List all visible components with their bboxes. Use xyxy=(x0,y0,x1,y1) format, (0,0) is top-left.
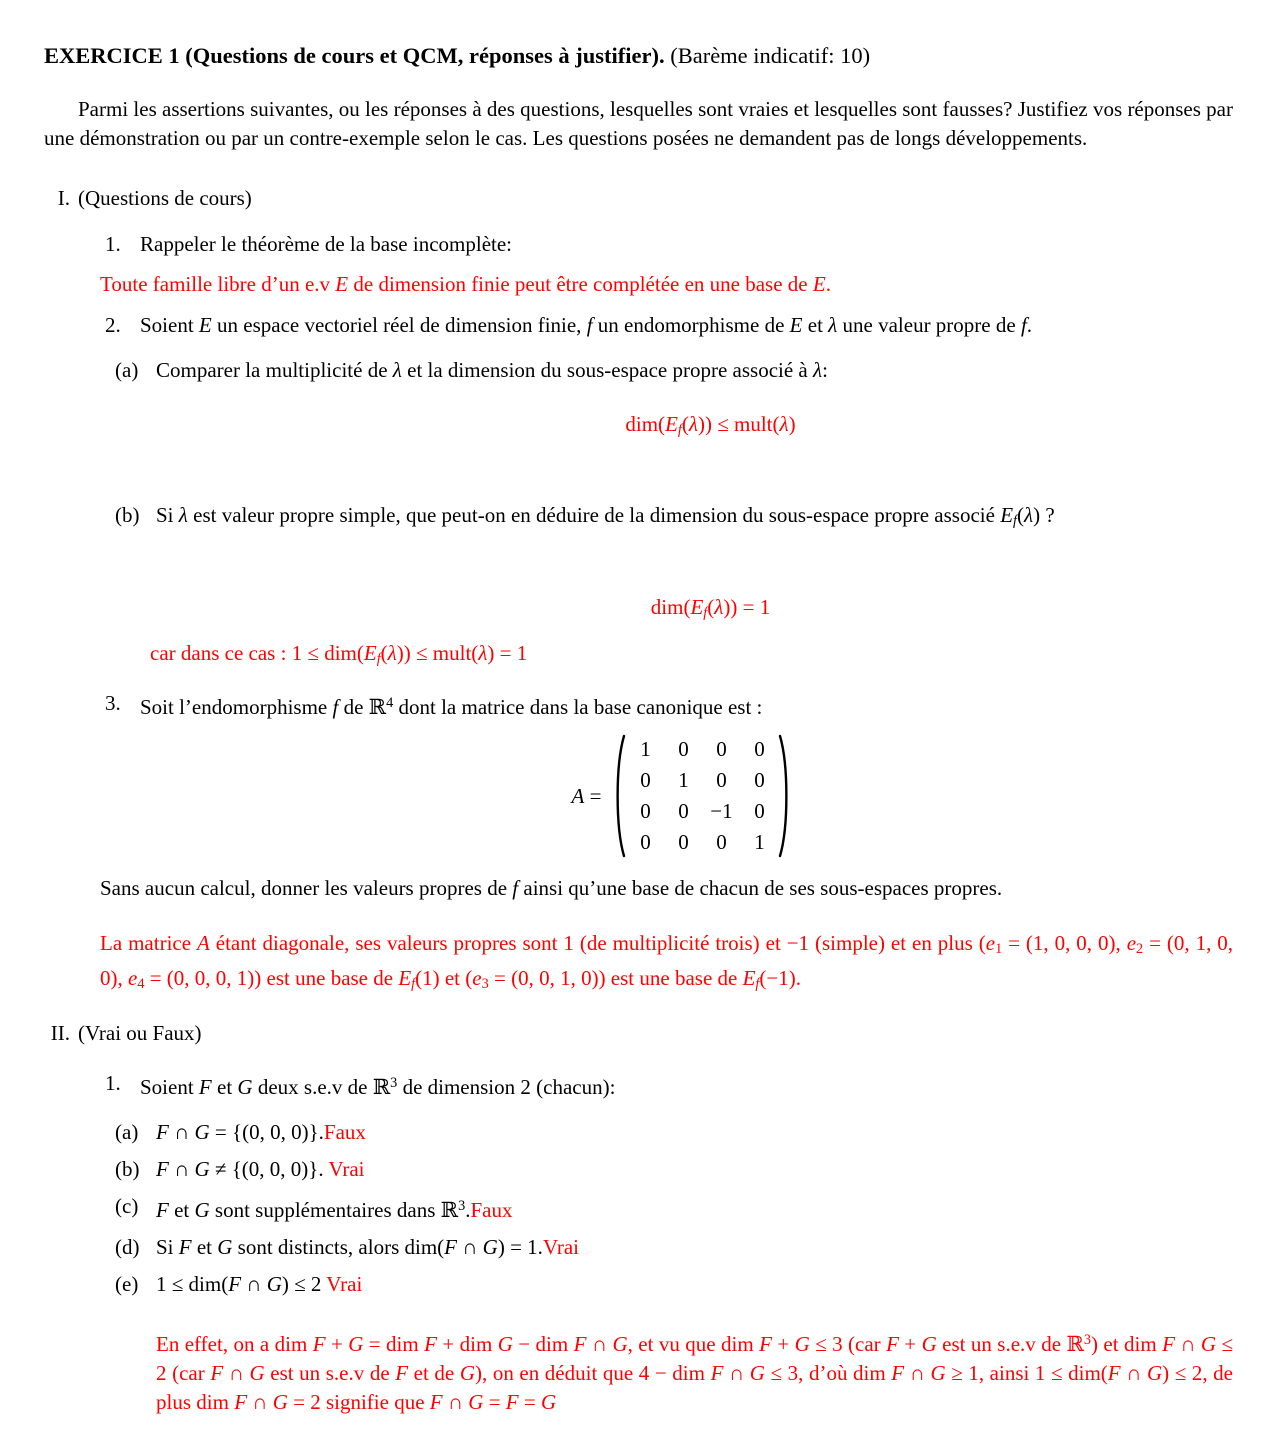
vrai-faux-item-d xyxy=(115,1233,1233,1262)
text-segment: E xyxy=(789,312,803,337)
text-segment: est un s.e.v de xyxy=(936,1331,1067,1356)
text-segment: = xyxy=(518,1389,541,1414)
section-ii-question-1 xyxy=(105,1069,1233,1102)
text-segment: de dimension 2 (chacun): xyxy=(397,1075,616,1100)
text-segment: G xyxy=(749,1360,765,1385)
text-segment: f xyxy=(1020,312,1027,337)
text-segment: 4 xyxy=(137,976,145,993)
matrix-block xyxy=(44,732,1233,860)
text-segment: dim( xyxy=(625,411,666,436)
text-segment: F xyxy=(891,1360,905,1385)
matrix-cell: 0 xyxy=(678,830,689,855)
text-segment: G xyxy=(482,1234,498,1259)
text-segment: e xyxy=(128,966,138,991)
text-segment: = (0, 0, 1, 0)) est une base de xyxy=(488,966,743,991)
question-3-prompt xyxy=(100,874,1233,903)
text-segment: Vrai xyxy=(542,1234,579,1259)
text-segment: 3 xyxy=(1083,1331,1092,1348)
question-1-text: Rappeler le théorème de la base incomplète: xyxy=(140,231,513,256)
text-segment: F xyxy=(228,1271,242,1296)
text-segment: G xyxy=(272,1389,288,1414)
text-segment: ) ? xyxy=(1033,502,1055,527)
text-segment: f xyxy=(703,604,708,621)
text-segment: f xyxy=(1013,512,1017,529)
text-segment: ), on en déduit que 4 − dim xyxy=(474,1360,711,1385)
text-segment: + xyxy=(771,1331,795,1356)
text-segment: ∩ xyxy=(241,1271,267,1296)
text-segment: F xyxy=(234,1389,248,1414)
text-segment: ) = 1. xyxy=(497,1234,543,1259)
matrix-cell: 0 xyxy=(678,737,689,762)
text-segment: et xyxy=(211,1075,238,1100)
text-segment: G xyxy=(194,1119,210,1144)
text-segment: = {(0, 0, 0)}. xyxy=(209,1119,324,1144)
text-segment: ≤ 2 (car xyxy=(156,1331,1234,1385)
text-segment: f xyxy=(332,695,339,720)
matrix-cell: 0 xyxy=(754,768,765,793)
vrai-faux-item-d-label: (d) xyxy=(115,1234,140,1259)
text-segment: Vrai xyxy=(326,1271,363,1296)
text-segment: = (1, 0, 0, 0), xyxy=(1002,931,1127,956)
question-2b-text xyxy=(156,501,1233,536)
matrix-cell: 0 xyxy=(716,830,727,855)
question-2a-label: (a) xyxy=(115,357,139,382)
text-segment: F xyxy=(1107,1360,1121,1385)
equation-note xyxy=(150,639,1233,674)
text-segment: λ xyxy=(387,640,397,665)
text-segment: F xyxy=(505,1389,519,1414)
question-3-answer xyxy=(100,929,1233,999)
text-segment: ( xyxy=(380,640,388,665)
text-segment: (−1). xyxy=(759,966,801,991)
text-segment: sont supplémentaires dans xyxy=(209,1197,441,1222)
text-segment: E xyxy=(1000,502,1014,527)
text-segment: Soit l’endomorphisme xyxy=(140,695,333,720)
text-segment: car dans ce cas : 1 ≤ dim( xyxy=(150,640,364,665)
text-segment: λ xyxy=(779,411,789,436)
question-2-text xyxy=(140,311,1233,340)
text-segment: G xyxy=(217,1234,233,1259)
section-ii-heading xyxy=(44,1019,1233,1048)
question-1-answer xyxy=(100,270,1233,299)
text-segment: une valeur propre de xyxy=(837,312,1021,337)
matrix-cell: 0 xyxy=(716,737,727,762)
text-segment: E xyxy=(398,966,412,991)
text-segment: F xyxy=(886,1331,899,1356)
text-segment: ≥ 1, ainsi 1 ≤ dim( xyxy=(945,1360,1108,1385)
text-segment: G xyxy=(249,1360,265,1385)
vrai-faux-item-b-label: (b) xyxy=(115,1156,140,1181)
text-segment: ∩ xyxy=(442,1389,469,1414)
text-segment: E xyxy=(812,271,826,296)
text-segment: En effet, on a dim xyxy=(156,1331,313,1356)
text-segment: 3 xyxy=(458,1197,466,1214)
text-segment: et la dimension du sous-espace propre associé à xyxy=(401,357,813,382)
equation-dim-eq-1 xyxy=(44,593,1233,628)
text-segment: E xyxy=(665,411,678,436)
exercise-title xyxy=(44,41,1233,70)
text-segment: f xyxy=(512,876,519,901)
text-segment: un espace vectoriel réel de dimension finie, xyxy=(211,312,587,337)
question-3-text xyxy=(140,689,1233,722)
vrai-faux-item-e-text xyxy=(156,1270,1233,1299)
text-segment: ∩ xyxy=(457,1234,483,1259)
text-segment: E xyxy=(363,640,377,665)
text-segment: 1 xyxy=(995,941,1003,958)
vrai-faux-item-b-text xyxy=(156,1155,1233,1184)
text-segment: ≤ 3, d’où dim xyxy=(764,1360,892,1385)
exercise-title-score: (Barème indicatif: 10) xyxy=(664,42,871,68)
text-segment: F xyxy=(424,1331,437,1356)
text-segment: de xyxy=(338,695,369,720)
text-segment: F xyxy=(573,1331,587,1356)
text-segment: ) ≤ 2 xyxy=(281,1271,327,1296)
text-segment: f xyxy=(411,976,416,993)
text-segment: F xyxy=(1162,1331,1175,1356)
text-segment: Comparer la multiplicité de xyxy=(156,357,393,382)
text-segment: G xyxy=(930,1360,946,1385)
intro-paragraph: Parmi les assertions suivantes, ou les réponses à des questions, lesquelles sont vraies et lesquelles sont fausses? Justifiez vos réponses par une démonstration ou par un contre-exemple selon le cas. Les questions posées ne demandent pas de longs développements. xyxy=(44,96,1233,150)
text-segment: λ xyxy=(828,312,838,337)
text-segment: G xyxy=(1200,1331,1217,1356)
section-i-heading xyxy=(44,184,1233,213)
text-segment: G xyxy=(237,1075,253,1100)
vrai-faux-item-b xyxy=(115,1155,1233,1184)
text-segment: − dim xyxy=(512,1331,574,1356)
text-segment: G xyxy=(194,1197,210,1222)
text-segment: 3 xyxy=(481,976,489,993)
text-segment: f xyxy=(755,976,760,993)
text-segment: et xyxy=(802,312,829,337)
text-segment: deux s.e.v de xyxy=(252,1075,373,1100)
text-segment: F xyxy=(198,1075,212,1100)
text-segment: dim( xyxy=(650,594,691,619)
question-3 xyxy=(105,689,1233,722)
text-segment: Toute famille libre d’un e.v xyxy=(100,271,336,296)
exercise-title-bold: EXERCICE 1 (Questions de cours et QCM, réponses à justifier). xyxy=(44,42,665,68)
text-segment: )) ≤ mult( xyxy=(396,640,479,665)
text-segment: ) = 1 xyxy=(487,640,528,665)
text-segment: λ xyxy=(392,357,402,382)
text-segment: G xyxy=(468,1389,484,1414)
text-segment: La matrice xyxy=(100,931,197,956)
text-segment: ≤ 3 (car xyxy=(809,1331,887,1356)
text-segment: F xyxy=(444,1234,457,1259)
text-segment: . xyxy=(465,1197,471,1222)
text-segment: , et vu que dim xyxy=(627,1331,760,1356)
vrai-faux-item-a-text xyxy=(156,1118,1233,1147)
text-segment: E xyxy=(742,966,756,991)
section-ii-label: II. xyxy=(50,1021,70,1046)
text-segment: e xyxy=(472,966,482,991)
text-segment: = (0, 0, 0, 1)) est une base de xyxy=(144,966,399,991)
text-segment: = xyxy=(483,1389,506,1414)
question-2a-text xyxy=(156,356,1233,385)
text-segment: ) ≤ 2, de plus dim xyxy=(156,1360,1233,1414)
matrix-cell: 0 xyxy=(754,737,765,762)
matrix-right-paren xyxy=(778,733,793,859)
text-segment: G xyxy=(194,1156,210,1181)
text-segment: G xyxy=(794,1331,810,1356)
text-segment: ∩ xyxy=(904,1360,931,1385)
text-segment: ∩ xyxy=(247,1389,273,1414)
text-segment: A xyxy=(571,783,585,808)
matrix-cell: −1 xyxy=(710,799,733,824)
text-segment: G xyxy=(1146,1360,1163,1385)
text-segment: G xyxy=(348,1331,364,1356)
text-segment: . xyxy=(1026,312,1033,337)
question-2b-label: (b) xyxy=(115,502,140,527)
vrai-faux-item-c-label: (c) xyxy=(115,1193,139,1218)
text-segment: )) = 1 xyxy=(723,594,771,619)
text-segment: 4 xyxy=(386,695,394,712)
text-segment: F xyxy=(178,1234,192,1259)
text-segment: ) et dim xyxy=(1091,1331,1163,1356)
vrai-faux-item-a-label: (a) xyxy=(115,1119,139,1144)
text-segment: F xyxy=(156,1119,169,1144)
text-segment: f xyxy=(677,421,682,438)
vrai-faux-item-a xyxy=(115,1118,1233,1147)
text-segment: . xyxy=(825,271,831,296)
text-segment: F xyxy=(429,1389,443,1414)
text-segment: λ xyxy=(688,411,698,436)
equation-dim-leq-mult xyxy=(44,410,1233,445)
question-3-label: 3. xyxy=(105,691,121,716)
vrai-faux-item-e-label: (e) xyxy=(115,1271,139,1296)
matrix-cell: 0 xyxy=(640,830,651,855)
text-segment: λ xyxy=(478,640,488,665)
text-segment: Faux xyxy=(323,1119,366,1144)
text-segment: 3 xyxy=(390,1075,398,1092)
text-segment: F xyxy=(710,1360,724,1385)
text-segment: λ xyxy=(813,357,823,382)
text-segment: ∩ xyxy=(1174,1331,1201,1356)
text-segment: G xyxy=(540,1389,557,1414)
text-segment: sont distincts, alors dim( xyxy=(232,1234,445,1259)
text-segment: + xyxy=(325,1331,349,1356)
matrix-cell: 0 xyxy=(640,768,651,793)
text-segment: F xyxy=(210,1360,224,1385)
question-2a xyxy=(115,356,1233,385)
text-segment: Si xyxy=(156,1234,179,1259)
text-segment: G xyxy=(459,1360,475,1385)
text-segment: f xyxy=(586,312,593,337)
text-segment: = 2 signifie que xyxy=(287,1389,430,1414)
text-segment: )) ≤ mult( xyxy=(697,411,780,436)
matrix-left-paren xyxy=(611,733,626,859)
text-segment: Si xyxy=(156,502,179,527)
text-segment: est valeur propre simple, que peut-on en déduire de la dimension du sous-espace propre associé xyxy=(187,502,1001,527)
text-segment: : xyxy=(822,357,828,382)
text-segment: dont la matrice dans la base canonique est : xyxy=(393,695,763,720)
matrix-lhs xyxy=(572,782,602,811)
text-segment: ℝ xyxy=(440,1197,459,1222)
matrix-cell: 0 xyxy=(640,799,651,824)
matrix-grid xyxy=(626,732,778,860)
text-segment: ∩ xyxy=(223,1360,250,1385)
text-segment: est un s.e.v de xyxy=(264,1360,396,1385)
text-segment: et de xyxy=(408,1360,460,1385)
text-segment: = xyxy=(584,783,602,808)
text-segment: et xyxy=(191,1234,218,1259)
text-segment: F xyxy=(156,1156,169,1181)
matrix-cell: 0 xyxy=(754,799,765,824)
text-segment: G xyxy=(266,1271,282,1296)
text-segment: de dimension finie peut être complétée en une base de xyxy=(348,271,813,296)
question-1-label: 1. xyxy=(105,231,121,256)
text-segment: F xyxy=(759,1331,772,1356)
text-segment: F xyxy=(156,1197,169,1222)
text-segment: ∩ xyxy=(1120,1360,1147,1385)
text-segment: ∩ xyxy=(723,1360,750,1385)
matrix-cell: 1 xyxy=(754,830,765,855)
text-segment: 2 xyxy=(1136,941,1144,958)
question-2b xyxy=(115,501,1233,536)
text-segment: = dim xyxy=(363,1331,425,1356)
text-segment: Soient xyxy=(140,1075,199,1100)
text-segment: Soient xyxy=(140,312,199,337)
text-segment: ℝ xyxy=(1066,1331,1084,1356)
text-segment: f xyxy=(376,651,381,668)
text-segment: G xyxy=(497,1331,513,1356)
text-segment: étant diagonale, ses valeurs propres sont 1 (de multiplicité trois) et −1 (simple) et en plus ( xyxy=(209,931,986,956)
text-segment: λ xyxy=(178,502,188,527)
section-ii-question-1-label: 1. xyxy=(105,1071,121,1096)
text-segment: λ xyxy=(714,594,724,619)
text-segment: = (0, 1, 0, 0), xyxy=(100,931,1234,991)
text-segment: + dim xyxy=(436,1331,498,1356)
text-segment: Vrai xyxy=(328,1156,365,1181)
section-i-label: I. xyxy=(57,185,70,210)
section-ii-title: (Vrai ou Faux) xyxy=(78,1021,202,1046)
text-segment: F xyxy=(312,1331,326,1356)
text-segment: ℝ xyxy=(372,1075,391,1100)
vrai-faux-item-e xyxy=(115,1270,1233,1299)
text-segment: Faux xyxy=(470,1197,513,1222)
section-ii-question-1-text xyxy=(140,1069,1233,1102)
matrix-cell: 1 xyxy=(640,737,651,762)
text-segment: E xyxy=(335,271,349,296)
text-segment: ∩ xyxy=(586,1331,613,1356)
text-segment: ( xyxy=(1017,502,1024,527)
text-segment: Sans aucun calcul, donner les valeurs propres de xyxy=(100,876,513,901)
text-segment: F xyxy=(395,1360,409,1385)
text-segment: ( xyxy=(681,411,689,436)
text-segment: ≠ {(0, 0, 0)}. xyxy=(209,1156,329,1181)
justification-paragraph xyxy=(156,1326,1233,1417)
text-segment: ∩ xyxy=(168,1119,195,1144)
text-segment: A xyxy=(197,931,210,956)
text-segment: et xyxy=(168,1197,195,1222)
text-segment: E xyxy=(198,312,212,337)
question-2-label: 2. xyxy=(105,312,121,337)
text-segment: ) xyxy=(788,411,796,436)
text-segment: λ xyxy=(1024,502,1034,527)
question-1 xyxy=(105,230,1233,259)
text-segment: ainsi qu’une base de chacun de ses sous-espaces propres. xyxy=(518,876,1003,901)
question-2 xyxy=(105,311,1233,340)
text-segment: G xyxy=(921,1331,937,1356)
vrai-faux-item-c xyxy=(115,1192,1233,1225)
text-segment: ( xyxy=(707,594,715,619)
text-segment: + xyxy=(898,1331,922,1356)
text-segment: G xyxy=(612,1331,628,1356)
matrix-cell: 0 xyxy=(716,768,727,793)
text-segment: e xyxy=(1126,931,1137,956)
text-segment: (1) et ( xyxy=(415,966,473,991)
vrai-faux-item-d-text xyxy=(156,1233,1233,1262)
text-segment: E xyxy=(690,594,704,619)
text-segment: 1 ≤ dim( xyxy=(156,1271,229,1296)
text-segment: e xyxy=(985,931,996,956)
text-segment: un endomorphisme de xyxy=(592,312,790,337)
text-segment: ∩ xyxy=(168,1156,195,1181)
matrix-cell: 0 xyxy=(678,799,689,824)
vrai-faux-item-c-text xyxy=(156,1192,1233,1225)
matrix-cell: 1 xyxy=(678,768,689,793)
text-segment: ℝ xyxy=(368,695,387,720)
section-i-title: (Questions de cours) xyxy=(78,185,252,210)
